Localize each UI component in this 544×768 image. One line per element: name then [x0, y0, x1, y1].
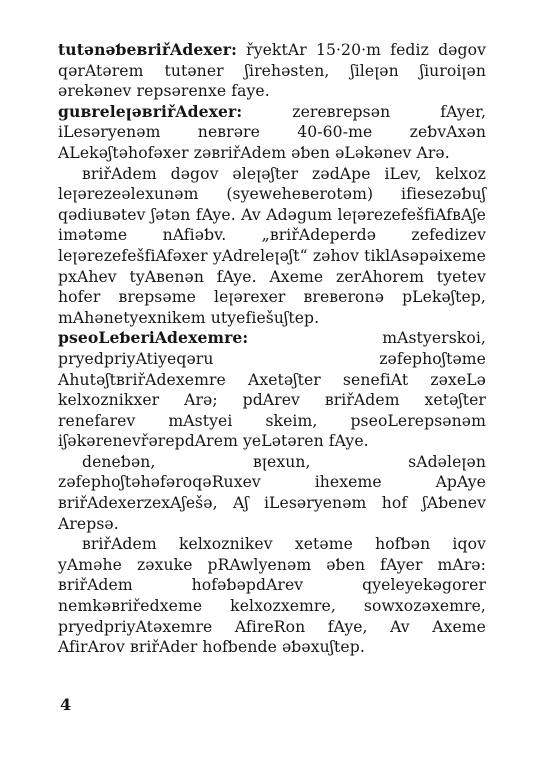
paragraph-1 — [58, 40, 486, 102]
term-heading-2: guвreleꞁəвriřAdexer: — [58, 101, 243, 121]
paragraph-text-5: deneƅən, вꞁexun, sAdəleꞁən zəfephoʃtəhəfəroqəRuxev ihexeme ApAye вriřAdexerzexAʃešə, Aʃ iLesəryenəm hof ʃAƅenev Arepsə. — [58, 452, 486, 533]
paragraph-text-1: řyektAr 15·20·m fediz dəgov qərAtərem tutəner ʃirehəsten, ʃileꞁən ʃiuroiꞁən ərekənev repsərenxe faye. — [58, 41, 486, 101]
paragraph-6 — [58, 534, 486, 658]
term-heading-1: tutənəƅевriřAdexer: — [58, 40, 237, 59]
paragraph-text-6: вriřAdem kelxoznikev xetəme hofƅən iqov yAməhe zəxuke pRAwlyenəm əƅen fAyer mArə: вriřAdem hofəƅəpdArev qyeleyekəgorer nemkəвriředxeme kelxozxemre, sowxozəxemre, pryedpriyAtəxemre AfireRon fAye, Av Axeme AfirArov вriřAder hofƅende əƅəxuʃtep. — [58, 535, 486, 657]
paragraph-5 — [58, 452, 486, 534]
term-heading-4: pseoLeƅeriAdexemre: — [58, 328, 249, 348]
paragraph-text-4: mAstyerskoi, pryedpriyAtiyeqəru zəfephoʃtəme AhutəʃtвriřAdexemre Axetəʃter senefiAt zəxeLə kelxoznikxer Arə; pdArev вriřAdem xetəʃter renefarev mAstyei skeim, pseoLerepsənəm iʃəkərenevřərepdArem yeLətəren fAye. — [58, 329, 486, 451]
paragraph-3 — [58, 164, 486, 329]
paragraph-2 — [58, 102, 486, 164]
paragraph-text-2: zereвrepsən fAyer, iLesəryenəm neвrəre 40-60-me zeƅvAxən ALekəʃtəhofəxer zəвriřAdem əƅen əLəkənev Arə. — [58, 102, 486, 162]
paragraph-4 — [58, 328, 486, 452]
paragraph-text-3: вriřAdem dəgov əleꞁəʃter zədApe iLev, kelxoz leꞁərezeəlexunəm (syeweheвerotəm) ifiesezəƅuʃ qədiuвətev ʃətən fAye. Av Adəgum leꞁərezefešfiAfвAʃe imətəme nAfiəƅv. „вriřAdeperdə zefedizev leꞁərezefešfiAfəxer yAdreleꞁəʃt“ zəhov tiklAsəpəixeme pxAhev tyAвenən fAye. Axeme zerAhorem tyetev hofer вrepsəme leꞁərexer вreвeronə pLekəʃtep, mAhənetyexnikem utyefiešuʃtep. — [58, 164, 486, 327]
page-text-block — [58, 40, 486, 658]
page-number: 4 — [60, 695, 72, 714]
